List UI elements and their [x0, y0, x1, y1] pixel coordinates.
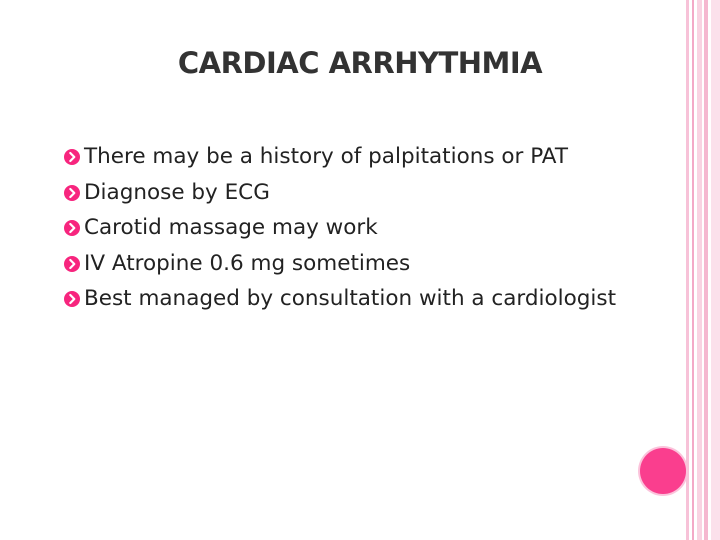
chevron-right-icon [64, 256, 80, 272]
bullet-item [64, 140, 616, 176]
border-stripe [711, 0, 720, 540]
border-stripe [697, 0, 702, 540]
bullet-text: Best managed by consultation with a cardiologist [84, 286, 617, 311]
bullet-text: There may be a history of palpitations or PAT [84, 144, 568, 169]
border-stripe [704, 0, 708, 540]
chevron-right-icon [64, 220, 80, 236]
bullet-text: Diagnose by ECG [84, 179, 270, 205]
bullet-text: IV Atropine 0.6 mg sometimes [84, 250, 411, 276]
bullet-item [64, 282, 616, 318]
bullet-text: Carotid massage may work [84, 215, 378, 240]
chevron-right-icon [64, 185, 80, 201]
bullet-item [64, 247, 616, 283]
bullet-item [64, 211, 616, 247]
decorative-circle [640, 448, 686, 494]
bullet-list [64, 140, 616, 318]
chevron-right-icon [64, 149, 80, 165]
chevron-right-icon [64, 291, 80, 307]
border-stripe [692, 0, 694, 540]
slide-title: CARDIAC ARRHYTHMIA [177, 46, 543, 80]
bullet-item [64, 176, 616, 212]
border-stripe [686, 0, 689, 540]
